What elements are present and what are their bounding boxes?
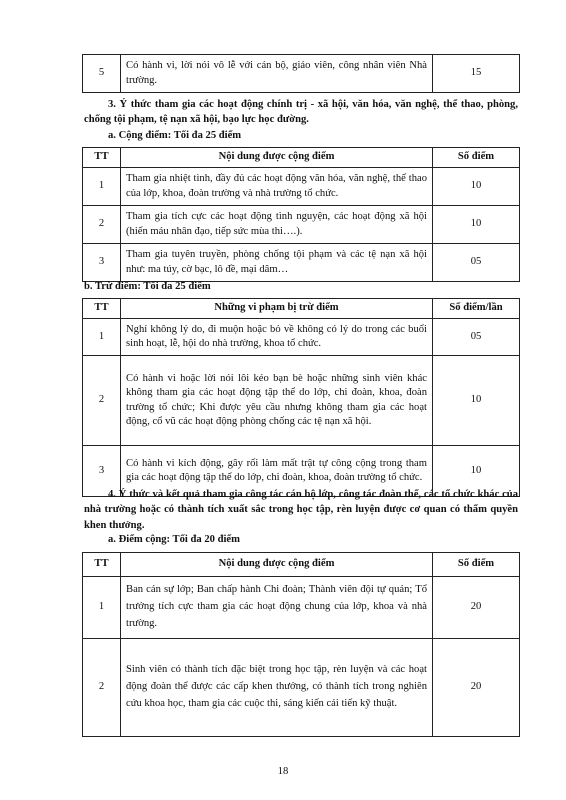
row-points: 20: [433, 639, 520, 737]
column-header: Số điểm/lần: [433, 299, 520, 319]
row-number: 2: [83, 206, 121, 244]
section-3-heading: 3. Ý thức tham gia các hoạt động chính trị - xã hội, văn hóa, văn nghệ, thể thao, phòng, chống tội phạm, tệ nạn xã hội, bạo lực học đường.: [84, 99, 518, 126]
column-header: Số điểm: [433, 148, 520, 168]
row-number: 3: [83, 244, 121, 282]
table-row: [83, 244, 520, 282]
column-header: TT: [83, 299, 121, 319]
table-3b: [82, 298, 520, 497]
column-header: Nội dung được cộng điểm: [121, 148, 433, 168]
page-number: 18: [277, 766, 289, 777]
row-points: 10: [433, 206, 520, 244]
table-top: [82, 54, 520, 93]
row-number: 1: [83, 577, 121, 639]
row-content: Có hành vi hoặc lời nói lôi kéo bạn bè hoặc những sinh viên khác không tham gia các hoạt động tập thể do lớp, chi đoàn, khoa, đoàn trường tổ chức; Khi được yêu cầu nhưng không tham gia các hoạt động, cổ vũ các hoạt động phòng chống các tệ nạn xã hội.: [121, 356, 433, 446]
table-header-row: [83, 148, 520, 168]
row-content: Tham gia tuyên truyền, phòng chống tội phạm và các tệ nạn xã hội như: ma túy, cờ bạc, lô đề, mại dâm…: [121, 244, 433, 282]
row-number: 1: [83, 319, 121, 356]
section-3a-title: a. Cộng điểm: Tối đa 25 điểm: [108, 130, 242, 141]
row-content: Có hành vi kích động, gây rối làm mất trật tự công cộng trong tham gia các hoạt động tập thể do lớp, chi đoàn, khoa, đoàn trường tổ chức.: [121, 446, 433, 497]
row-content: Sinh viên có thành tích đặc biệt trong học tập, rèn luyện và các hoạt động đoàn thể được các cấp khen thưởng, có thành tích trong nghiên cứu khoa học, tham gia các cuộc thi, sáng kiến cải tiến kỹ thuật.: [121, 639, 433, 737]
section-4a-title: a. Điểm cộng: Tối đa 20 điểm: [108, 534, 240, 545]
table-row: [83, 168, 520, 206]
row-number: 3: [83, 446, 121, 497]
table-row: [83, 577, 520, 639]
table-row: [83, 356, 520, 446]
table-header-row: [83, 553, 520, 577]
row-content: Tham gia nhiệt tình, đầy đủ các hoạt động văn hóa, văn nghệ, thể thao của lớp, khoa, đoàn trường và nhà trường tổ chức.: [121, 168, 433, 206]
table-4a: [82, 552, 520, 737]
table-3a: [82, 147, 520, 282]
column-header: Những vi phạm bị trừ điểm: [121, 299, 433, 319]
row-points: 15: [433, 55, 520, 93]
table-header-row: [83, 299, 520, 319]
column-header: Số điểm: [433, 553, 520, 577]
row-number: 5: [83, 55, 121, 93]
row-points: 05: [433, 244, 520, 282]
row-content: Ban cán sự lớp; Ban chấp hành Chi đoàn; Thành viên đội tự quản; Tổ trưởng tích cực tham gia các hoạt động chung của lớp, khoa và nhà trường.: [121, 577, 433, 639]
row-points: 05: [433, 319, 520, 356]
row-number: 2: [83, 639, 121, 737]
section-3b-title: b. Trừ điểm: Tối đa 25 điểm: [84, 281, 211, 292]
table-row: [83, 55, 520, 93]
column-header: Nội dung được cộng điểm: [121, 553, 433, 577]
section-4-heading: 4. Ý thức và kết quả tham gia công tác cán bộ lớp, công tác đoàn thể, các tổ chức khác của nhà trường hoặc có thành tích xuất sắc trong học tập, rèn luyện được cơ quan có thẩm quyền khen thưởng.: [84, 489, 518, 531]
row-number: 1: [83, 168, 121, 206]
row-points: 10: [433, 446, 520, 497]
table-row: [83, 639, 520, 737]
row-number: 2: [83, 356, 121, 446]
row-points: 10: [433, 168, 520, 206]
row-content: Nghỉ không lý do, đi muộn hoặc bỏ về không có lý do trong các buổi sinh hoạt, lễ, hội do nhà trường, khoa tổ chức.: [121, 319, 433, 356]
table-row: [83, 319, 520, 356]
row-points: 10: [433, 356, 520, 446]
row-content: Tham gia tích cực các hoạt động tình nguyện, các hoạt động xã hội (hiến máu nhân đạo, tiếp sức mùa thi….).: [121, 206, 433, 244]
table-row: [83, 206, 520, 244]
column-header: TT: [83, 553, 121, 577]
row-content: Có hành vi, lời nói vô lễ với cán bộ, giáo viên, công nhân viên Nhà trường.: [121, 55, 433, 93]
column-header: TT: [83, 148, 121, 168]
row-points: 20: [433, 577, 520, 639]
